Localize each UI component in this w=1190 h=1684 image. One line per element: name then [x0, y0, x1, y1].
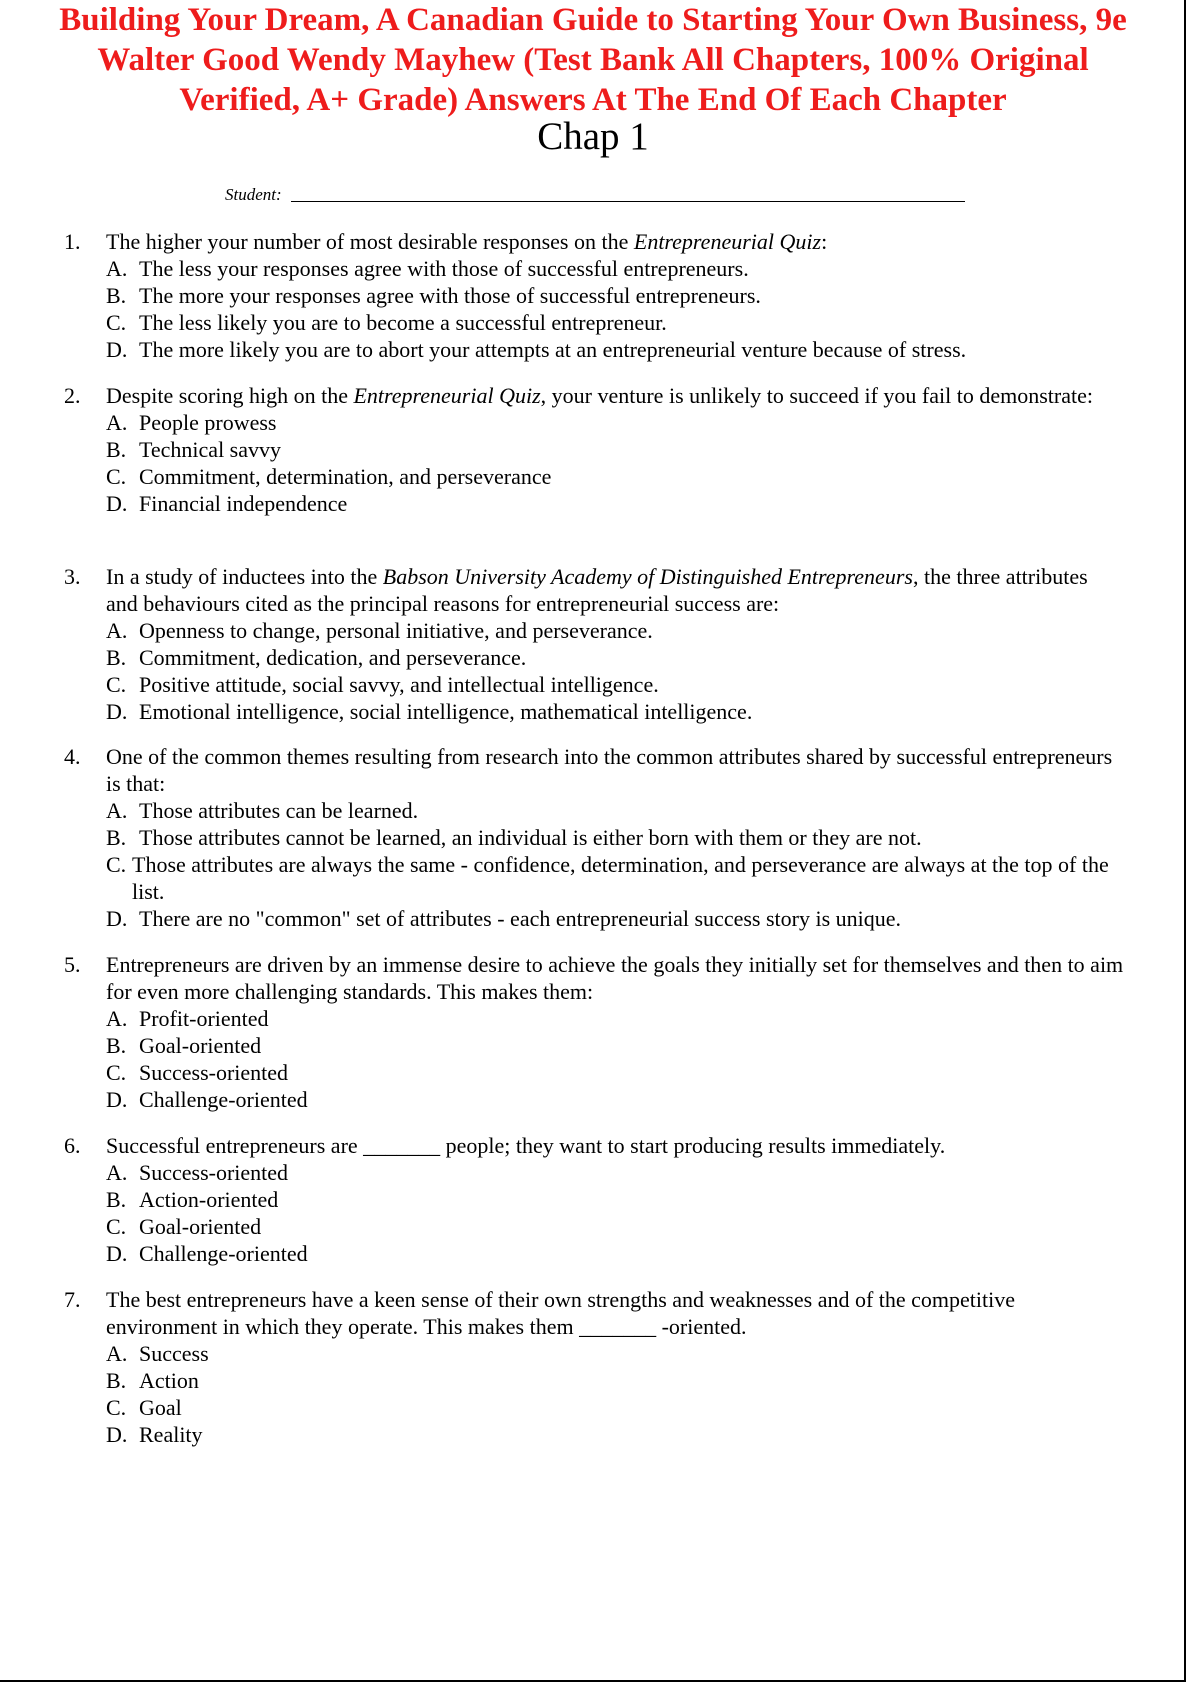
document-title: Building Your Dream, A Canadian Guide to Starting Your Own Business, 9e Walter Good Wendy Mayhew (Test Bank All Chapters, 100% Original Verified, A+ Grade) Answers At The End Of Each Chapter [59, 2, 1127, 118]
question-stem: The best entrepreneurs have a keen sense of their own strengths and weaknesses and of the competitive environment in which they operate. This makes them _______ -oriented. [106, 1287, 1016, 1339]
option-b: B. The more your responses agree with those of successful entrepreneurs. [106, 283, 761, 308]
option-b: B. Technical savvy [106, 437, 282, 462]
question-number: 1. [64, 229, 81, 254]
student-label: Student: [225, 185, 282, 204]
option-a: A. People prowess [106, 410, 277, 435]
option-a: A. Success-oriented [106, 1160, 289, 1185]
question-stem: One of the common themes resulting from research into the common attributes shared by successful entrepreneurs is that: [106, 744, 1113, 796]
option-d: D. There are no "common" set of attributes - each entrepreneurial success story is unique. [106, 906, 902, 931]
chapter-heading: Chap 1 [537, 115, 649, 158]
question-number: 2. [64, 383, 81, 408]
option-c: C. Those attributes are always the same - confidence, determination, and perseverance are always at the top of the list. [106, 852, 1109, 904]
option-c: C. Success-oriented [106, 1060, 289, 1085]
question-5 [64, 951, 1124, 1113]
option-c: C. The less likely you are to become a successful entrepreneur. [106, 310, 667, 335]
question-number: 6. [64, 1133, 81, 1158]
question-2 [64, 382, 1124, 517]
option-d: D. The more likely you are to abort your attempts at an entrepreneurial venture because of stress. [106, 337, 967, 362]
option-b: B. Those attributes cannot be learned, an individual is either born with them or they are not. [106, 825, 922, 850]
question-number: 5. [64, 952, 81, 977]
question-number: 4. [64, 744, 81, 769]
option-d: D. Challenge-oriented [106, 1241, 308, 1266]
question-6 [64, 1132, 1124, 1267]
question-7 [64, 1286, 1124, 1448]
student-name-line [291, 201, 965, 202]
question-1 [64, 228, 1124, 363]
question-stem: In a study of inductees into the Babson University Academy of Distinguished Entrepreneurs, the three attributes and behaviours cited as the principal reasons for entrepreneurial success are: [106, 564, 1088, 616]
option-a: A. Openness to change, personal initiative, and perseverance. [106, 618, 653, 643]
question-number: 7. [64, 1287, 81, 1312]
question-stem: Despite scoring high on the Entrepreneurial Quiz, your venture is unlikely to succeed if you fail to demonstrate: [106, 383, 1093, 408]
option-a: A. The less your responses agree with those of successful entrepreneurs. [106, 256, 749, 281]
option-d: D. Emotional intelligence, social intelligence, mathematical intelligence. [106, 699, 753, 724]
option-a: A. Those attributes can be learned. [106, 798, 419, 823]
option-d: D. Reality [106, 1422, 203, 1447]
option-b: B. Goal-oriented [106, 1033, 262, 1058]
option-c: C. Positive attitude, social savvy, and intellectual intelligence. [106, 672, 659, 697]
option-c: C. Goal-oriented [106, 1214, 262, 1239]
option-a: A. Profit-oriented [106, 1006, 269, 1031]
question-number: 3. [64, 564, 81, 589]
option-a: A. Success [106, 1341, 209, 1366]
option-b: B. Action-oriented [106, 1187, 279, 1212]
option-c: C. Goal [106, 1395, 182, 1420]
question-3 [64, 563, 1124, 725]
question-stem: The higher your number of most desirable responses on the Entrepreneurial Quiz: [106, 229, 828, 254]
option-c: C. Commitment, determination, and perseverance [106, 464, 552, 489]
question-stem: Successful entrepreneurs are _______ people; they want to start producing results immediately. [106, 1133, 946, 1158]
question-stem: Entrepreneurs are driven by an immense desire to achieve the goals they initially set for themselves and then to aim for even more challenging standards. This makes them: [106, 952, 1124, 1004]
option-b: B. Action [106, 1368, 199, 1393]
option-d: D. Financial independence [106, 491, 348, 516]
question-4 [64, 743, 1124, 932]
option-d: D. Challenge-oriented [106, 1087, 308, 1112]
option-b: B. Commitment, dedication, and perseverance. [106, 645, 527, 670]
